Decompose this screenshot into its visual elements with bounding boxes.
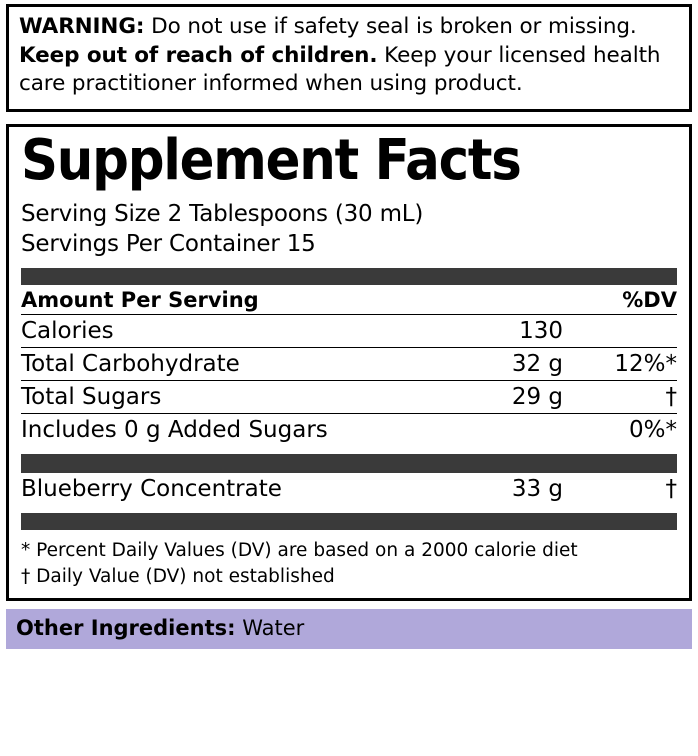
- row-dv: †: [585, 380, 677, 413]
- warning-line1-rest: Do not use if safety seal is broken or missing.: [144, 14, 637, 39]
- row-dv: †: [665, 475, 677, 502]
- supplement-facts-panel: [6, 124, 692, 601]
- row-dv: 0%*: [629, 416, 677, 443]
- other-ingredients-label: Other Ingredients:: [16, 616, 236, 641]
- table-row: [21, 473, 677, 505]
- footnote-percent-dv: * Percent Daily Values (DV) are based on a 2000 calorie diet: [21, 539, 578, 561]
- row-name: Includes 0 g Added Sugars: [21, 416, 328, 443]
- row-amount: 130: [413, 314, 585, 347]
- divider-bar-top: [21, 268, 677, 285]
- serving-size: Serving Size 2 Tablespoons (30 mL): [21, 200, 424, 227]
- row-amount: 29 g: [413, 380, 585, 413]
- row-name: Blueberry Concentrate: [21, 475, 282, 502]
- footnotes: [21, 530, 677, 591]
- supplement-facts-label: [0, 4, 698, 756]
- row-name: Total Sugars: [21, 380, 413, 413]
- table-header-row: [21, 285, 677, 315]
- header-amount-spacer: [413, 285, 585, 315]
- other-ingredients: [6, 609, 692, 649]
- keep-out-of-reach-label: Keep out of reach of children.: [19, 42, 378, 68]
- divider-bar-middle: [21, 454, 677, 473]
- warning-line3: care practitioner informed when using product.: [19, 71, 523, 97]
- row-amount: 33 g: [511, 475, 563, 502]
- row-dv: 12%*: [585, 347, 677, 380]
- header-percent-dv: %DV: [585, 285, 677, 315]
- table-row: [21, 314, 677, 347]
- warning-box: [6, 4, 692, 112]
- row-amount: 32 g: [413, 347, 585, 380]
- row-dv: [585, 314, 677, 347]
- footnote-dagger: † Daily Value (DV) not established: [21, 565, 335, 587]
- row-amount: [413, 413, 585, 446]
- divider-bar-bottom: [21, 513, 677, 530]
- panel-title: Supplement Facts: [21, 127, 521, 193]
- header-amount-per-serving: Amount Per Serving: [21, 285, 413, 315]
- row-name: Calories: [21, 314, 413, 347]
- warning-label: WARNING:: [19, 14, 145, 39]
- table-row: [21, 347, 677, 380]
- nutrition-table: [21, 285, 677, 446]
- other-ingredients-value: Water: [235, 616, 305, 641]
- table-row: [21, 380, 677, 413]
- warning-line2-rest: Keep your licensed health: [377, 42, 661, 68]
- row-name: Total Carbohydrate: [21, 347, 413, 380]
- nutrition-table-secondary: [21, 473, 677, 505]
- warning-text: [19, 13, 679, 99]
- table-row: [21, 413, 677, 446]
- servings-per-container: Servings Per Container 15: [21, 231, 316, 258]
